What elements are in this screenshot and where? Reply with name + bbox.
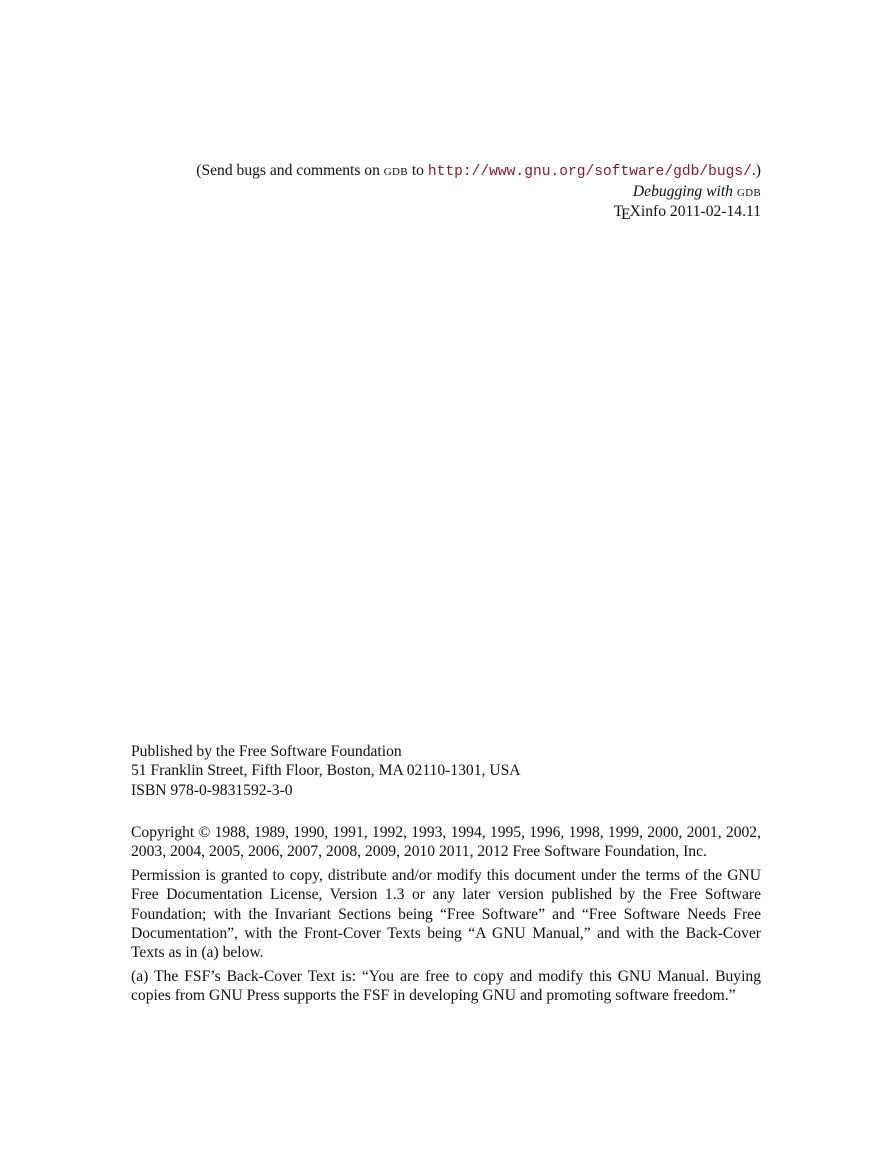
publisher-block: [131, 742, 761, 800]
bugs-to: to: [407, 162, 428, 179]
isbn: ISBN 978-0-9831592-3-0: [131, 781, 293, 799]
bugs-gdb: gdb: [383, 162, 408, 179]
bugs-prefix: (Send bugs and comments on: [196, 162, 384, 179]
copyright-notice: Copyright © 1988, 1989, 1990, 1991, 1992, 1993, 1994, 1995, 1996, 1998, 1999, 2000, 2001, 2002, 2003, 2004, 2005, 2006, 2007, 2008, 2009, 2010 2011, 2012 Free Software Foundation, Inc.: [131, 824, 761, 861]
publisher-name: Published by the Free Software Foundation: [131, 743, 402, 760]
texinfo-line: [131, 202, 761, 221]
bugs-suffix: .): [751, 162, 761, 179]
back-cover-text: (a) The FSF’s Back-Cover Text is: “You are free to copy and modify this GNU Manual. Buying copies from GNU Press supports the FSF in developing GNU and promoting software freedom.”: [131, 967, 761, 1005]
header-block: [131, 161, 761, 221]
permission-notice: Permission is granted to copy, distribute and/or modify this document under the terms of the GNU Free Documentation License, Version 1.3 or any later version published by the Free Software Foundation; with the Invariant Sections being “Free Software” and “Free Software Needs Free Documentation”, with the Front-Cover Texts being “A GNU Manual,” and with the Back-Cover Texts as in (a) below.: [131, 866, 761, 962]
title-gdb: gdb: [736, 183, 761, 201]
texinfo-e: E: [621, 205, 631, 223]
title-italic: Debugging with: [632, 183, 733, 201]
bugs-line: [131, 161, 761, 182]
title-line: [131, 182, 761, 201]
bugs-url-link[interactable]: http://www.gnu.org/software/gdb/bugs/: [427, 164, 752, 180]
legal-block: [131, 823, 761, 1010]
texinfo-version: Xinfo 2011-02-14.11: [629, 202, 761, 220]
publisher-address: 51 Franklin Street, Fifth Floor, Boston, MA 02110-1301, USA: [131, 762, 521, 780]
texinfo-t: T: [613, 202, 624, 220]
